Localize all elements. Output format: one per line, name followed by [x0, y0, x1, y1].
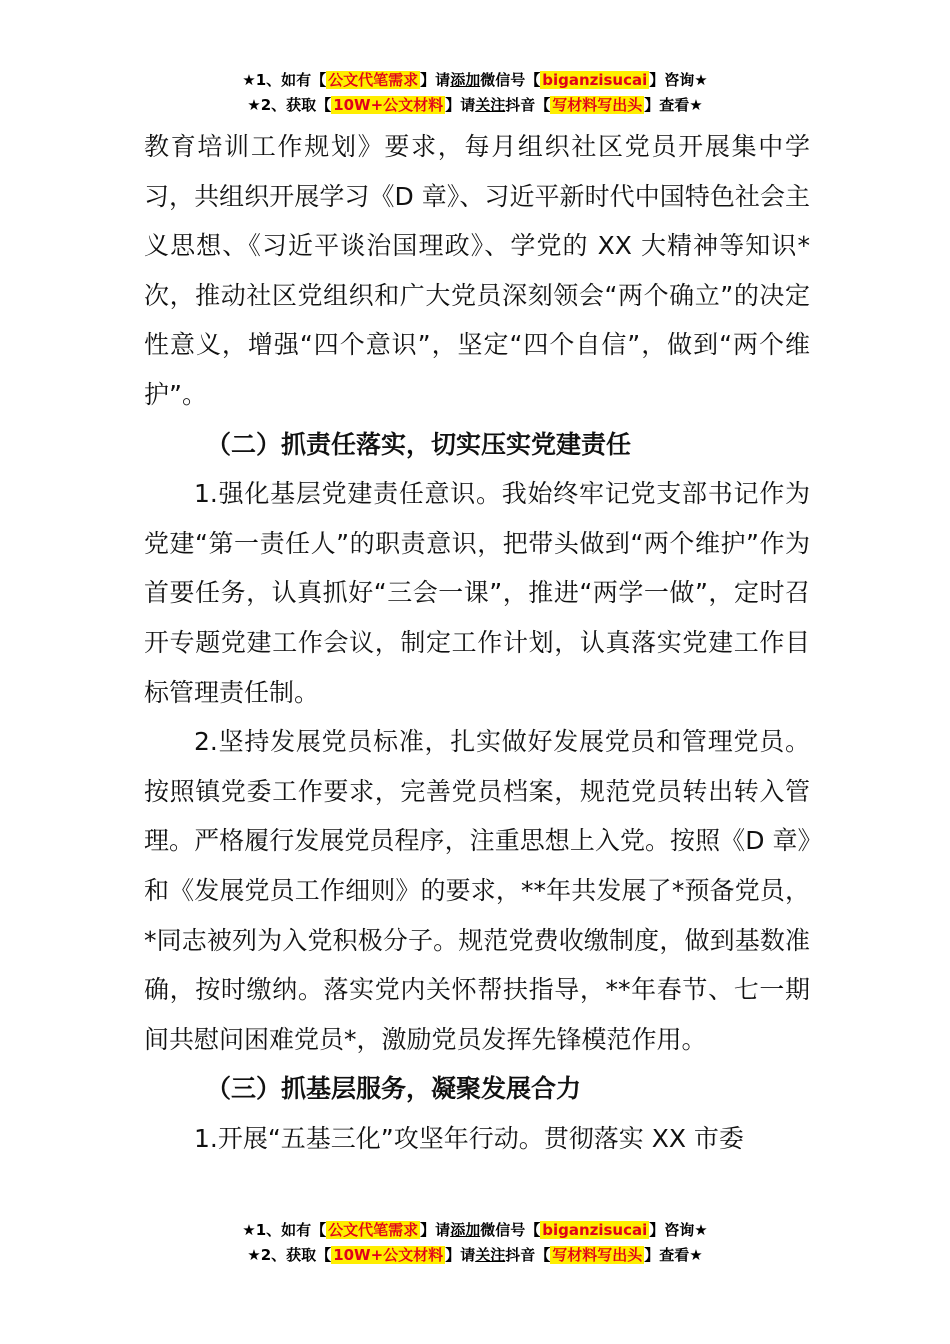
- paragraph-1: 教育培训工作规划》要求，每月组织社区党员开展集中学习，共组织开展学习《D 章》、习近平新时代中国特色社会主义思想、《习近平谈治国理政》、学党的 XX 大精神等知识*次，推动社区党组织和广大党员深刻领会“两个确立”的决定性意义，增强“四个意识”，坚定“四个自信”，做到“两个维护”。: [144, 132, 810, 409]
- highlight-text: 公文代笔需求: [328, 71, 419, 89]
- footer-banner: [0, 1218, 950, 1268]
- banner-line-1: ★1、如有【 公文代笔需求 】请添加微信号【 biganzisucai 】咨询★: [242, 1221, 708, 1239]
- section-heading-3: （三）抓基层服务，凝聚发展合力: [206, 1074, 582, 1104]
- banner-line-1: ★1、如有【 公文代笔需求 】请添加微信号【 biganzisucai 】咨询★: [242, 71, 708, 89]
- paragraph-2: 1.强化基层党建责任意识。我始终牢记党支部书记作为党建“第一责任人”的职责意识，把带头做到“两个维护”作为首要任务，认真抓好“三会一课”，推进“两学一做”，定时召开专题党建工作会议，制定工作计划，认真落实党建工作目标管理责任制。: [144, 479, 810, 707]
- wechat-id: biganzisucai: [542, 71, 648, 89]
- douyin-id: 写材料写出头: [552, 96, 643, 114]
- document-body: [144, 122, 810, 1163]
- highlight-text: 10W+公文材料: [333, 1246, 444, 1264]
- highlight-text: 10W+公文材料: [333, 96, 444, 114]
- banner-line-2: ★2、获取【 10W+公文材料 】请关注抖音【 写材料写出头 】查看★: [247, 1246, 703, 1264]
- banner-line-2: ★2、获取【 10W+公文材料 】请关注抖音【 写材料写出头 】查看★: [247, 96, 703, 114]
- paragraph-3: 2.坚持发展党员标准，扎实做好发展党员和管理党员。按照镇党委工作要求，完善党员档案，规范党员转出转入管理。严格履行发展党员程序，注重思想上入党。按照《D 章》和《发展党员工作细则》的要求，**年共发展了*预备党员，*同志被列为入党积极分子。规范党费收缴制度，做到基数准确，按时缴纳。落实党内关怀帮扶指导，**年春节、七一期间共慰问困难党员*，激励党员发挥先锋模范作用。: [144, 727, 810, 1054]
- highlight-text: 公文代笔需求: [328, 1221, 419, 1239]
- section-heading-2: （二）抓责任落实，切实压实党建责任: [206, 429, 632, 459]
- wechat-id: biganzisucai: [542, 1221, 648, 1239]
- douyin-id: 写材料写出头: [552, 1246, 643, 1264]
- paragraph-4: 1.开展“五基三化”攻坚年行动。贯彻落实 XX 市委: [194, 1123, 744, 1153]
- header-banner: [0, 68, 950, 118]
